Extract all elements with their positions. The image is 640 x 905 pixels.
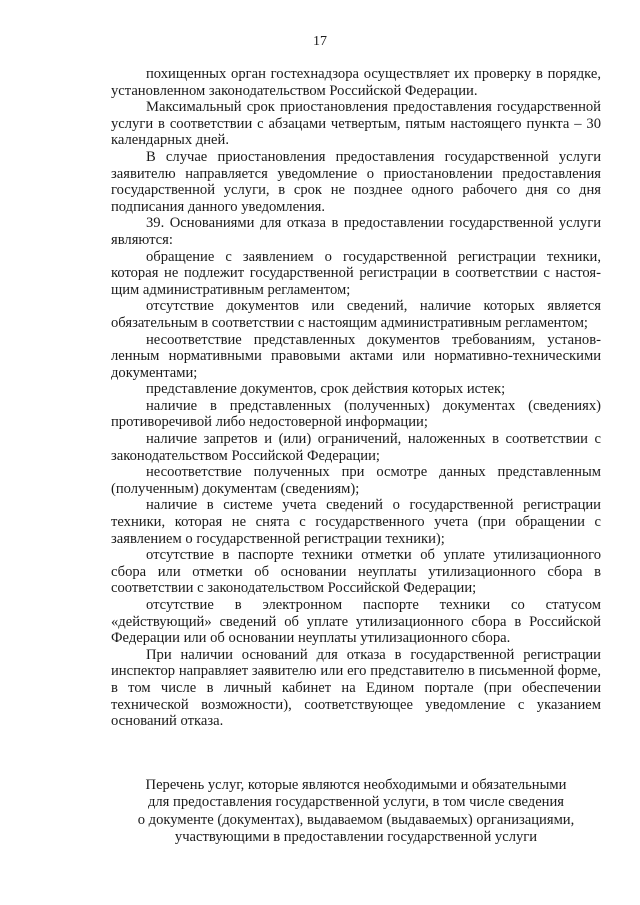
- paragraph: Максимальный срок приостановления предоставления государственной услуги в соответствии с абзацами четвертым, пятым настоящего пункта – 30 календарных дней.: [111, 99, 601, 149]
- list-item: наличие в представленных (полученных) документах (сведениях) противоречивой либо недостоверной информации;: [111, 397, 601, 431]
- list-item: представление документов, срок действия которых истек;: [146, 381, 506, 398]
- list-item: несоответствие представленных документов требованиям, установленным нормативными правовыми актами или нормативно-техническими документами;: [111, 331, 601, 381]
- section-heading-line: для предоставления государственной услуги, в том числе сведения: [147, 794, 565, 811]
- list-item: наличие запретов и (или) ограничений, наложенных в соответствии с законодательством Российской Федерации;: [111, 431, 601, 464]
- list-item: отсутствие документов или сведений, наличие которых является обязательным в соответствии с настоящим административным регламентом;: [111, 298, 601, 331]
- list-item: несоответствие полученных при осмотре данных представленным (полученным) документам (сведениям);: [111, 464, 601, 497]
- paragraph: 39. Основаниями для отказа в предоставлении государственной услуги являются:: [111, 215, 601, 248]
- section-heading-line: о документе (документах), выдаваемом (выдаваемых) организациями,: [137, 811, 575, 828]
- paragraph: В случае приостановления предоставления государственной услуги заявителю направляется уведомление о приостановлении предоставления государственной услуги, в срок не позднее одного рабочего дня со дня подписания данного уведомления.: [111, 148, 601, 215]
- list-item: наличие в системе учета сведений о государственной регистрации техники, которая не снята с государственного учета (при обращении с заявлением о государственной регистрации техники);: [111, 497, 601, 547]
- page-number: 17: [313, 34, 327, 49]
- paragraph: похищенных орган гостехнадзора осуществляет их проверку в порядке, установленном законодательством Российской Федерации.: [111, 66, 601, 99]
- section-heading: [111, 777, 601, 847]
- document-body: [111, 66, 601, 730]
- list-item: отсутствие в паспорте техники отметки об уплате утилизационного сбора или отметки об основании неуплаты утилизационного сбора в соответствии с законодательством Российской Федерации;: [111, 547, 601, 597]
- list-item: обращение с заявлением о государственной регистрации техники, которая не подлежит государственной регистрации в соответствии с настоящим административным регламентом;: [111, 248, 601, 298]
- section-heading-line: участвующими в предоставлении государственной услуги: [174, 829, 538, 846]
- list-item: отсутствие в электронном паспорте техники со статусом «действующий» сведений об уплате утилизационного сбора в Российской Федерации или об основании неуплаты утилизационного сбора.: [111, 597, 601, 647]
- paragraph: При наличии оснований для отказа в государственной регистрации инспектор направляет заявителю или его представителю в письменной форме, в том числе в личный кабинет на Едином портале (при обеспечении технической возможности), соответствующее уведомление с указанием оснований отказа.: [111, 646, 601, 730]
- section-heading-line: Перечень услуг, которые являются необходимыми и обязательными: [145, 777, 567, 793]
